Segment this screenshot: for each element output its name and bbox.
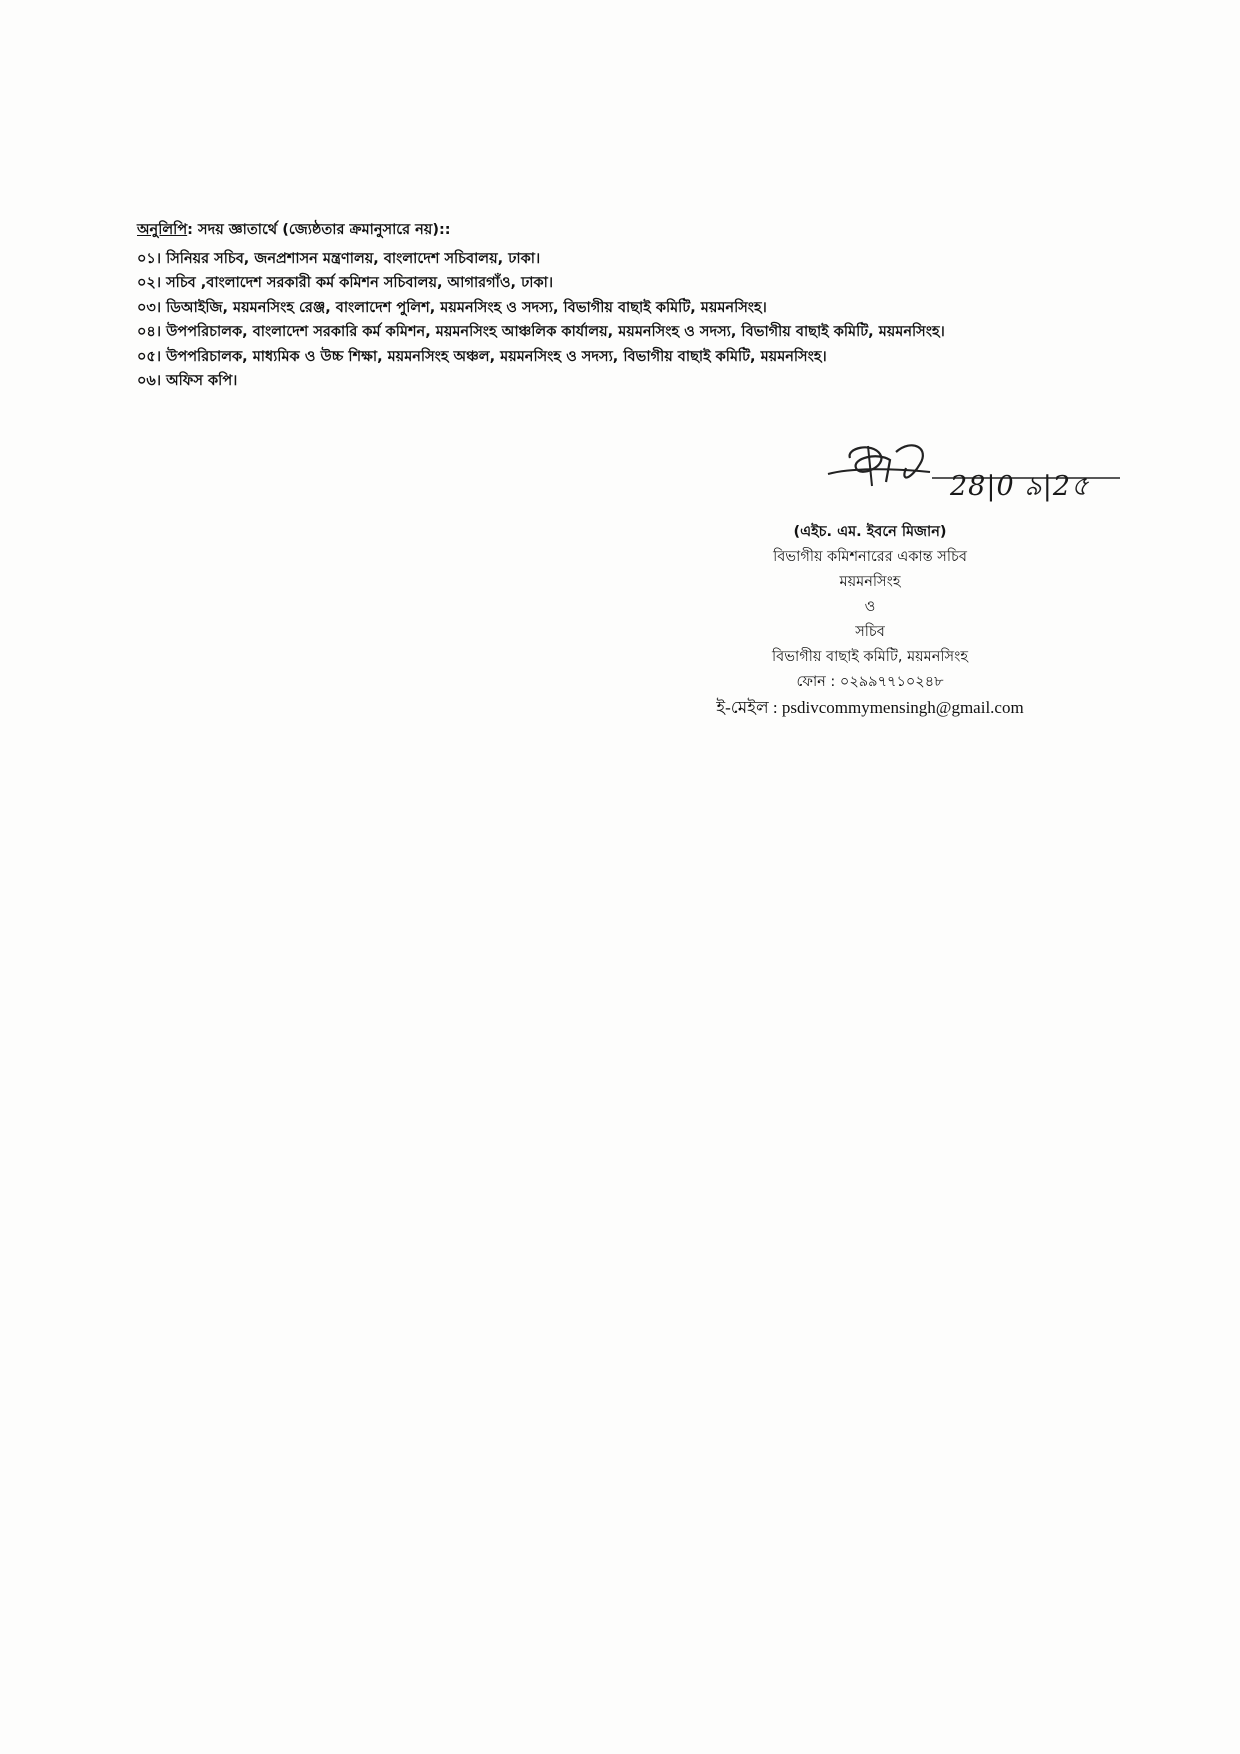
signatory-block (680, 520, 1060, 720)
copy-distribution-list (137, 218, 1097, 394)
handwritten-signature (820, 438, 1120, 508)
copy-heading-label: অনুলিপি (137, 222, 188, 238)
list-item-text: সচিব ,বাংলাদেশ সরকারী কর্ম কমিশন সচিবালয়, আগারগাঁও, ঢাকা। (166, 275, 554, 291)
signature-date: 28|0 ৯|2৫ (950, 471, 1090, 502)
list-item (137, 320, 1097, 345)
list-item-number: ০১। (137, 250, 167, 267)
copy-list-heading (137, 218, 1097, 243)
list-item-number: ০৬। (137, 373, 167, 389)
list-item-number: ০৫। (137, 348, 167, 365)
list-item-text: সিনিয়র সচিব, জনপ্রশাসন মন্ত্রণালয়, বাংলাদেশ সচিবালয়, ঢাকা। (166, 250, 541, 267)
signatory-conjunction: ও (864, 599, 876, 615)
list-item (137, 369, 1097, 394)
list-item-text: অফিস কপি। (166, 373, 238, 389)
list-item-text: উপপরিচালক, বাংলাদেশ সরকারি কর্ম কমিশন, ময়মনসিংহ আঞ্চলিক কার্যালয়, ময়মনসিংহ ও সদস্য, বিভাগীয় বাছাই কমিটি, ময়মনসিংহ। (166, 324, 945, 340)
copy-heading-text: : সদয় জ্ঞাতার্থে (জ্যেষ্ঠতার ক্রমানুসারে নয়):: (187, 222, 451, 238)
list-item-text: উপপরিচালক, মাধ্যমিক ও উচ্চ শিক্ষা, ময়মনসিংহ অঞ্চল, ময়মনসিংহ ও সদস্য, বিভাগীয় বাছাই কমিটি, ময়মনসিংহ। (166, 348, 827, 365)
signatory-designation: বিভাগীয় কমিশনারের একান্ত সচিব (773, 549, 967, 565)
signatory-phone: ফোন : ০২৯৯৭৭১০২৪৮ (796, 674, 944, 690)
list-item-number: ০৪। (137, 324, 167, 340)
signatory-committee: বিভাগীয় বাছাই কমিটি, ময়মনসিংহ (772, 649, 968, 665)
list-item (137, 271, 1097, 296)
list-item (137, 345, 1097, 370)
list-item-number: ০৩। (137, 299, 167, 316)
list-item-text: ডিআইজি, ময়মনসিংহ রেঞ্জ, বাংলাদেশ পুলিশ, ময়মনসিংহ ও সদস্য, বিভাগীয় বাছাই কমিটি, ময়মনসিংহ। (166, 299, 767, 316)
signatory-name: (এইচ. এম. ইবনে মিজান) (793, 524, 947, 540)
list-item (137, 247, 1097, 272)
signatory-email: ই-মেইল : psdivcommymensingh@gmail.com (716, 698, 1024, 717)
list-item-number: ০২। (137, 275, 167, 291)
signatory-secondary-title: সচিব (855, 624, 885, 640)
signatory-location: ময়মনসিংহ (839, 574, 901, 590)
list-item (137, 296, 1097, 321)
